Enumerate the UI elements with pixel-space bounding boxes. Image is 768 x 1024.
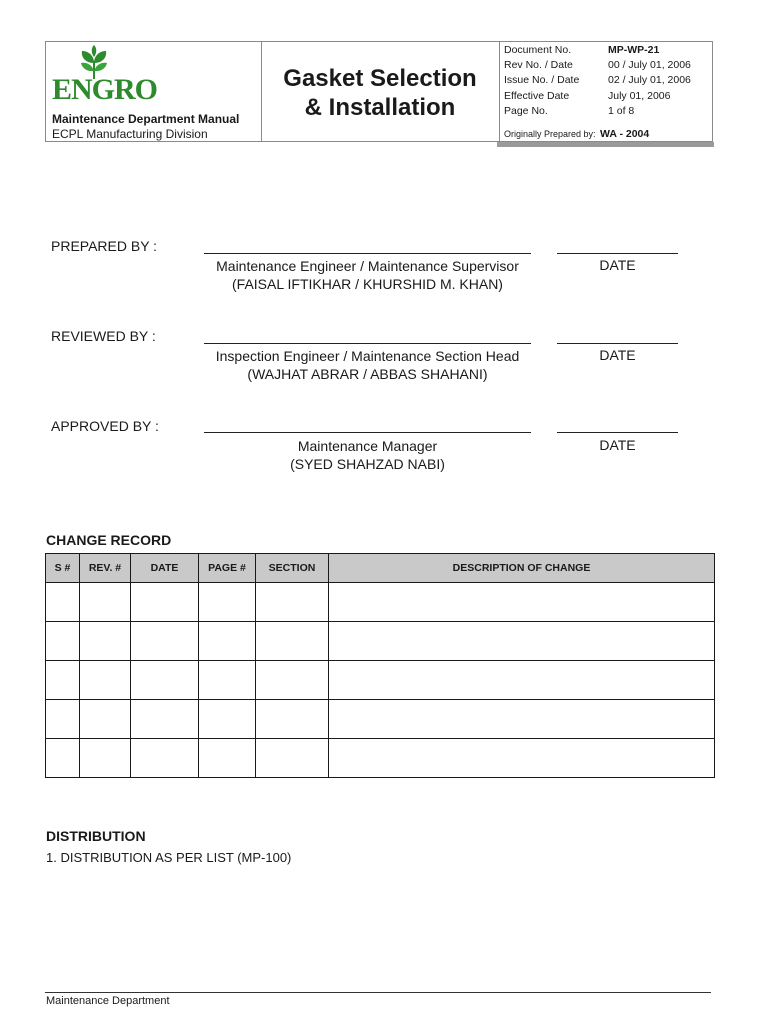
reviewed-by-details <box>204 347 531 383</box>
meta-row <box>504 74 691 86</box>
meta-label: Rev No. / Date <box>504 59 573 71</box>
table-cell <box>256 700 329 739</box>
table-cell <box>256 583 329 622</box>
column-header-description: DESCRIPTION OF CHANGE <box>329 554 715 583</box>
reviewed-by-names: (WAJHAT ABRAR / ABBAS SHAHANI) <box>247 366 488 382</box>
table-row <box>46 739 715 778</box>
prepared-by-names: (FAISAL IFTIKHAR / KHURSHID M. KHAN) <box>232 276 503 292</box>
approved-by-label: APPROVED BY : <box>51 418 159 434</box>
table-cell <box>131 739 199 778</box>
table-cell <box>131 622 199 661</box>
table-cell <box>131 583 199 622</box>
header-shadow <box>497 142 714 147</box>
column-header-page: PAGE # <box>199 554 256 583</box>
table-cell <box>256 739 329 778</box>
table-cell <box>131 700 199 739</box>
prepared-by-date-line <box>557 253 678 254</box>
change-record-title: CHANGE RECORD <box>46 532 172 548</box>
table-cell <box>131 661 199 700</box>
document-title-line2: & Installation <box>304 94 456 121</box>
column-header-serial: S # <box>46 554 80 583</box>
reviewed-by-signature-line <box>204 343 531 344</box>
footer-text: Maintenance Department <box>46 995 170 1007</box>
table-cell <box>199 622 256 661</box>
meta-row <box>504 44 659 56</box>
prepared-by-signature-line <box>204 253 531 254</box>
originally-prepared-value: WA - 2004 <box>600 128 650 140</box>
table-cell <box>329 739 715 778</box>
meta-label: Issue No. / Date <box>504 74 580 86</box>
table-cell <box>46 661 80 700</box>
document-header <box>45 41 713 142</box>
distribution-title: DISTRIBUTION <box>46 828 146 844</box>
meta-value: July 01, 2006 <box>608 90 671 102</box>
prepared-by-details <box>204 257 531 293</box>
header-meta-cell <box>499 42 713 141</box>
approved-by-date-line <box>557 432 678 433</box>
table-cell <box>46 739 80 778</box>
table-cell <box>329 700 715 739</box>
company-logo-text: ENGRO <box>52 73 158 106</box>
column-header-section: SECTION <box>256 554 329 583</box>
table-cell <box>329 622 715 661</box>
table-cell <box>199 583 256 622</box>
meta-label: Document No. <box>504 44 572 56</box>
column-header-rev: REV. # <box>80 554 131 583</box>
meta-label: Effective Date <box>504 90 570 102</box>
meta-row <box>504 90 670 102</box>
meta-row <box>504 59 691 71</box>
reviewed-by-label: REVIEWED BY : <box>51 328 156 344</box>
table-row <box>46 661 715 700</box>
distribution-item: 1. DISTRIBUTION AS PER LIST (MP-100) <box>46 850 292 865</box>
table-cell <box>329 661 715 700</box>
reviewed-by-role: Inspection Engineer / Maintenance Section Head <box>215 348 520 364</box>
prepared-by-date-label: DATE <box>599 257 636 273</box>
table-cell <box>46 700 80 739</box>
table-cell <box>256 622 329 661</box>
approved-by-role: Maintenance Manager <box>297 438 438 454</box>
table-cell <box>256 661 329 700</box>
manual-subtitle: ECPL Manufacturing Division <box>52 127 208 141</box>
meta-row <box>504 105 634 117</box>
table-row <box>46 583 715 622</box>
document-title <box>261 64 499 122</box>
prepared-by-label: PREPARED BY : <box>51 238 158 254</box>
manual-title: Maintenance Department Manual <box>52 112 240 126</box>
prepared-by-role: Maintenance Engineer / Maintenance Supervisor <box>216 258 519 274</box>
meta-value: MP-WP-21 <box>608 44 660 56</box>
meta-value: 1 of 8 <box>608 105 635 117</box>
document-title-line1: Gasket Selection <box>283 65 477 92</box>
originally-prepared-label: Originally Prepared by: <box>504 129 596 139</box>
approved-by-names: (SYED SHAHZAD NABI) <box>290 456 445 472</box>
table-cell <box>80 700 131 739</box>
approved-by-date-label: DATE <box>599 437 636 453</box>
table-row <box>46 700 715 739</box>
table-cell <box>199 700 256 739</box>
table-cell <box>329 583 715 622</box>
table-cell <box>46 583 80 622</box>
meta-value: 00 / July 01, 2006 <box>608 59 691 71</box>
table-cell <box>80 739 131 778</box>
table-header-row <box>46 554 715 583</box>
reviewed-by-date-line <box>557 343 678 344</box>
header-logo-cell <box>46 42 262 141</box>
table-cell <box>199 739 256 778</box>
column-header-date: DATE <box>131 554 199 583</box>
approved-by-signature-line <box>204 432 531 433</box>
table-cell <box>80 622 131 661</box>
table-row <box>46 622 715 661</box>
meta-value: 02 / July 01, 2006 <box>608 74 691 86</box>
table-cell <box>46 622 80 661</box>
footer-divider <box>45 992 711 993</box>
table-cell <box>80 583 131 622</box>
change-record-table <box>45 553 715 778</box>
table-cell <box>80 661 131 700</box>
reviewed-by-date-label: DATE <box>599 347 636 363</box>
meta-label: Page No. <box>504 105 548 117</box>
table-cell <box>199 661 256 700</box>
approved-by-details <box>204 437 531 473</box>
header-title-cell <box>261 42 500 141</box>
originally-prepared <box>504 124 649 142</box>
